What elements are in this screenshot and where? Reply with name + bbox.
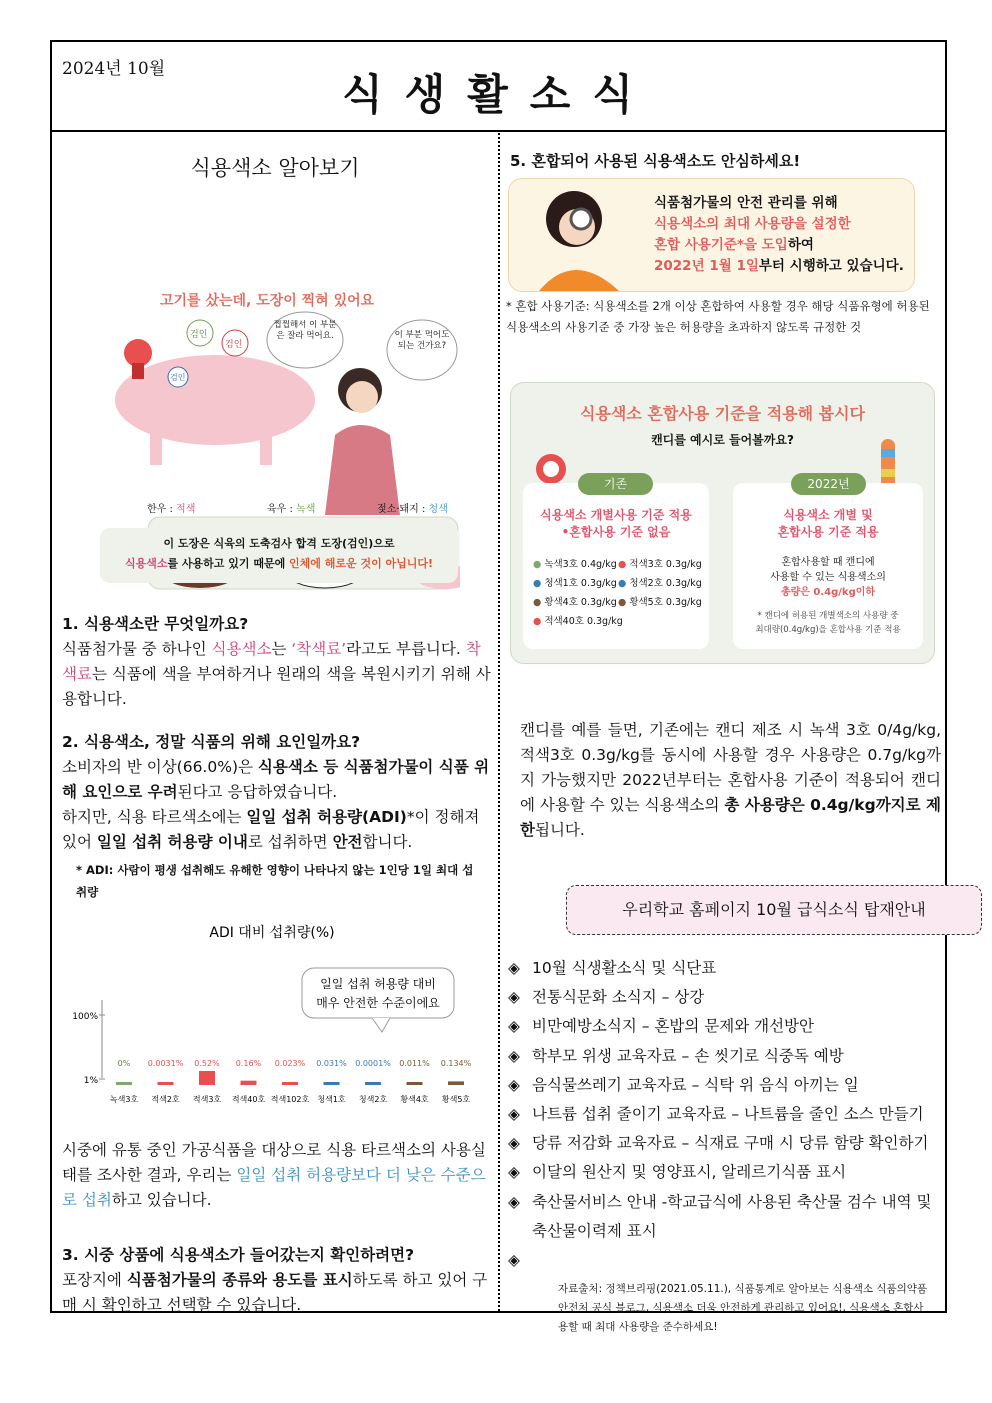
meat-stamp-illustration: 고기를 샀는데, 도장이 찍혀 있어요 검인 검인 검인 찝찝해서 이 부분은 잘라 먹어요. 이 부분 먹어도 되는 건가요? (100, 285, 460, 590)
value-label-적색3호: 0.52% (194, 1059, 220, 1068)
old-standard-item: ● 녹색3호 0.4g/kg (533, 559, 617, 570)
chart-callout-line1: 일일 섭취 허용량 대비 (320, 977, 436, 991)
bar-황색4호 (407, 1082, 423, 1085)
notice-list-item: ◈ 나트륨 섭취 줄이기 교육자료 – 나트륨을 줄인 소스 만들기 (508, 1100, 941, 1129)
category-label-청색2호: 청색2호 (358, 1095, 388, 1104)
mix-standard-banner: 식품첨가물의 안전 관리를 위해 식용색소의 최대 사용량을 설정한 혼합 사용기준*을 도입하여 2022년 1월 1일부터 시행하고 있습니다. (508, 178, 915, 292)
animal-color-labels: 한우 : 적색 육우 : 녹색 젖소·돼지 : 청색 (147, 504, 448, 515)
adi-footnote: * ADI: 사람이 평생 섭취해도 유해한 영향이 나타나지 않는 1인당 1일 최대 섭취량 (76, 863, 474, 899)
survey-result: 시중에 유통 중인 가공식품을 대상으로 식용 타르색소의 사용실태를 조사한 결과, 우리는 일일 섭취 허용량보다 더 낮은 수준으로 섭취하고 있습니다. (62, 1141, 486, 1209)
q1-section (62, 612, 492, 712)
old-standard-item: ● 황색5호 0.3g/kg (618, 597, 702, 608)
candy-explanation: 캔디를 예를 들면, 기존에는 캔디 제조 시 녹색 3호 0/4g/kg, 적색3호 0.3g/kg를 동시에 사용할 경우 사용량은 0.7g/kg까지 가능했지만 2022년부터는 혼합사용 기준이 적용되어 캔디에 사용할 수 있는 식용색소의 총 사용량은 0.4g/kg까지로 제한됩니다. (520, 721, 941, 839)
diamond-bullet-icon: ◈ (508, 1163, 520, 1182)
diamond-bullet-icon: ◈ (508, 1046, 520, 1065)
newsletter-frame (50, 40, 947, 1333)
bar-적색3호 (199, 1071, 215, 1085)
dot-icon: ● (618, 559, 630, 570)
diamond-bullet-icon: ◈ (508, 1134, 520, 1153)
q1-body: 식품첨가물 중 하나인 식용색소는 ‘착색료’라고도 부릅니다. 착색료는 식품에 색을 부여하거나 원래의 색을 복원시키기 위해 사용합니다. (62, 640, 491, 708)
bar-적색102호 (282, 1082, 298, 1085)
old-standard-panel: 기존 식용색소 개별사용 기준 적용 •혼합사용 기준 없음 ● 녹색3호 0.4g/kg● 적색3호 0.3g/kg● 청색1호 0.3g/kg● 청색2호 0.3g/kg● 황색4호 0.3g/kg● 황색5호 0.3g/kg● 적색40호 0.3g/kg (523, 483, 709, 649)
adi-chart (72, 920, 472, 1130)
notice-list-item: ◈ 학부모 위생 교육자료 – 손 씻기로 식중독 예방 (508, 1042, 941, 1071)
diamond-bullet-icon: ◈ (508, 1075, 520, 1094)
info2-subtitle: 캔디를 예시로 들어볼까요? (651, 433, 794, 447)
candy-standard-infographic (510, 382, 935, 664)
category-label-황색5호: 황색5호 (441, 1095, 471, 1104)
category-label-적색3호: 적색3호 (192, 1095, 222, 1104)
notice-list-item: ◈ 이달의 원산지 및 영양표시, 알레르기식품 표시 (508, 1158, 941, 1187)
q3-section (62, 1243, 492, 1318)
bar-적색2호 (158, 1082, 174, 1085)
notice-list-item: ◈ 축산물서비스 안내 -학교급식에 사용된 축산물 검수 내역 및 축산물이력제 표시 (508, 1188, 941, 1246)
q1-title: 1. 식용색소란 무엇일까요? (62, 615, 249, 633)
bar-적색40호 (241, 1081, 257, 1085)
value-label-녹색3호: 0% (117, 1059, 131, 1068)
infographic-headline: 고기를 샀는데, 도장이 찍혀 있어요 (160, 293, 375, 309)
diamond-bullet-icon: ◈ (508, 959, 520, 977)
adi-chart-svg (72, 920, 472, 1130)
pig-body-icon (115, 355, 315, 445)
diamond-bullet-icon: ◈ (508, 1251, 520, 1270)
notice-list-item: ◈ 음식물쓰레기 교육자료 – 식탁 위 음식 아끼는 일 (508, 1071, 941, 1100)
value-label-청색2호: 0.0001% (355, 1059, 391, 1068)
dot-icon: ● (533, 559, 545, 570)
notice-list-item (508, 1246, 941, 1275)
diamond-bullet-icon: ◈ (508, 1017, 520, 1036)
old-standard-item: ● 적색40호 0.3g/kg (533, 616, 623, 627)
mix-footnote: * 혼합 사용기준: 식용색소를 2개 이상 혼합하여 사용할 경우 해당 식품유형에 허용된 식용색소의 사용기준 중 가장 높은 허용량을 초과하지 않도록 규정한 것 (506, 299, 930, 334)
svg-text:검인: 검인 (170, 373, 186, 382)
category-label-황색4호: 황색4호 (400, 1095, 429, 1104)
svg-text:검인: 검인 (225, 340, 243, 350)
homepage-notice: 우리학교 홈페이지 10월 급식소식 탑재안내 (566, 885, 982, 935)
notice-list (508, 954, 941, 1275)
chart-callout-line2: 매우 안전한 수준이에요 (316, 996, 440, 1010)
left-column (52, 130, 498, 1314)
value-label-적색102호: 0.023% (274, 1059, 306, 1068)
source-credit: 자료출처: 정책브리핑(2021.05.11.), 식품통계로 알아보는 식용색소 식품의약품안전처 공식 블로그, 식용색소 더욱 안전하게 관리하고 있어요!, 식용색소 혼합사용할 때 최대 사용량을 준수하세요! (558, 1283, 928, 1333)
q3-body: 포장지에 식품첨가물의 종류와 용도를 표시하도록 하고 있어 구매 시 확인하고 선택할 수 있습니다. (62, 1271, 488, 1314)
bar-녹색3호 (116, 1082, 132, 1085)
q5-title: 5. 혼합되어 사용된 식용색소도 안심하세요! (510, 152, 801, 170)
dot-icon: ● (533, 578, 545, 589)
notice-list-item: ◈ 전통식문화 소식지 – 상강 (508, 983, 941, 1012)
old-standard-item: ● 청색1호 0.3g/kg (533, 578, 617, 589)
stamp-icon (124, 339, 152, 367)
old-standard-item: ● 적색3호 0.3g/kg (618, 559, 702, 570)
chart-title: ADI 대비 섭취량(%) (209, 925, 335, 941)
category-label-적색40호: 적색40호 (231, 1095, 266, 1104)
section-title: 식용색소 알아보기 (190, 156, 360, 180)
old-standard-item: ● 황색4호 0.3g/kg (533, 597, 617, 608)
diamond-bullet-icon: ◈ (508, 1105, 520, 1124)
tab-2022: 2022년 (791, 473, 866, 495)
bar-황색5호 (448, 1081, 464, 1085)
value-label-청색1호: 0.031% (316, 1059, 347, 1068)
value-label-적색40호: 0.16% (235, 1059, 262, 1068)
dot-icon: ● (533, 597, 545, 608)
tab-old: 기존 (578, 473, 653, 495)
notice-list-item: ◈ 비만예방소식지 – 혼밥의 문제와 개선방안 (508, 1012, 941, 1041)
notice-list-item: ◈ 10월 식생활소식 및 식단표 (508, 954, 941, 983)
magnifier-woman-icon (519, 179, 629, 291)
header (52, 42, 945, 132)
q2-title: 2. 식용색소, 정말 식품의 위해 요인일까요? (62, 733, 361, 751)
q3-title: 3. 시중 상품에 식용색소가 들어갔는지 확인하려면? (62, 1246, 415, 1264)
dot-icon: ● (618, 597, 630, 608)
new-standard-panel: 2022년 식용색소 개별 및 혼합사용 기준 적용 혼합사용할 때 캔디에 사용할 수 있는 식용색소의 총량은 0.4g/kg이하 * 캔디에 허용된 개별색소의 사용량 중 최대량(0.4g/kg)을 혼합사용 기준 적용 (733, 483, 923, 649)
dot-icon: ● (533, 616, 545, 627)
y-tick-1: 1% (83, 1076, 98, 1086)
page-title: 식생활소식 (342, 70, 655, 119)
y-tick-100: 100% (72, 1012, 98, 1022)
category-label-청색1호: 청색1호 (317, 1095, 346, 1104)
old-standard-list (533, 555, 703, 631)
old-standard-item: ● 청색2호 0.3g/kg (618, 578, 702, 589)
category-label-적색2호: 적색2호 (151, 1095, 180, 1104)
svg-text:검인: 검인 (190, 330, 208, 340)
value-label-황색5호: 0.134% (440, 1059, 472, 1068)
value-label-황색4호: 0.011% (399, 1059, 430, 1068)
diamond-bullet-icon: ◈ (508, 1192, 520, 1211)
q2-body: 소비자의 반 이상(66.0%)은 식용색소 등 식품첨가물이 식품 위해 요인으로 우려된다고 응답하였습니다. 하지만, 식용 타르색소에는 일일 섭취 허용량(ADI)*이 정해져있어 일일 섭취 허용량 이내로 섭취하면 안전합니다. (62, 758, 490, 851)
category-label-적색102호: 적색102호 (270, 1095, 310, 1104)
info2-title: 식용색소 혼합사용 기준을 적용해 봅시다 (579, 404, 866, 423)
notice-list-item: ◈ 당류 저감화 교육자료 – 식재료 구매 시 당류 함량 확인하기 (508, 1129, 941, 1158)
issue-date: 2024년 10월 (62, 59, 166, 79)
diamond-bullet-icon: ◈ (508, 988, 520, 1007)
bar-청색2호 (365, 1082, 381, 1085)
bar-청색1호 (324, 1082, 340, 1085)
dot-icon: ● (618, 578, 630, 589)
category-label-녹색3호: 녹색3호 (109, 1095, 139, 1104)
q2-section (62, 730, 492, 855)
right-column (500, 130, 945, 1333)
value-label-적색2호: 0.0031% (147, 1059, 184, 1068)
stamp-note-box: 이 도장은 식육의 도축검사 합격 도장(검인)으로 식용색소를 사용하고 있기 때문에 인체에 해로운 것이 아닙니다! (100, 528, 458, 583)
